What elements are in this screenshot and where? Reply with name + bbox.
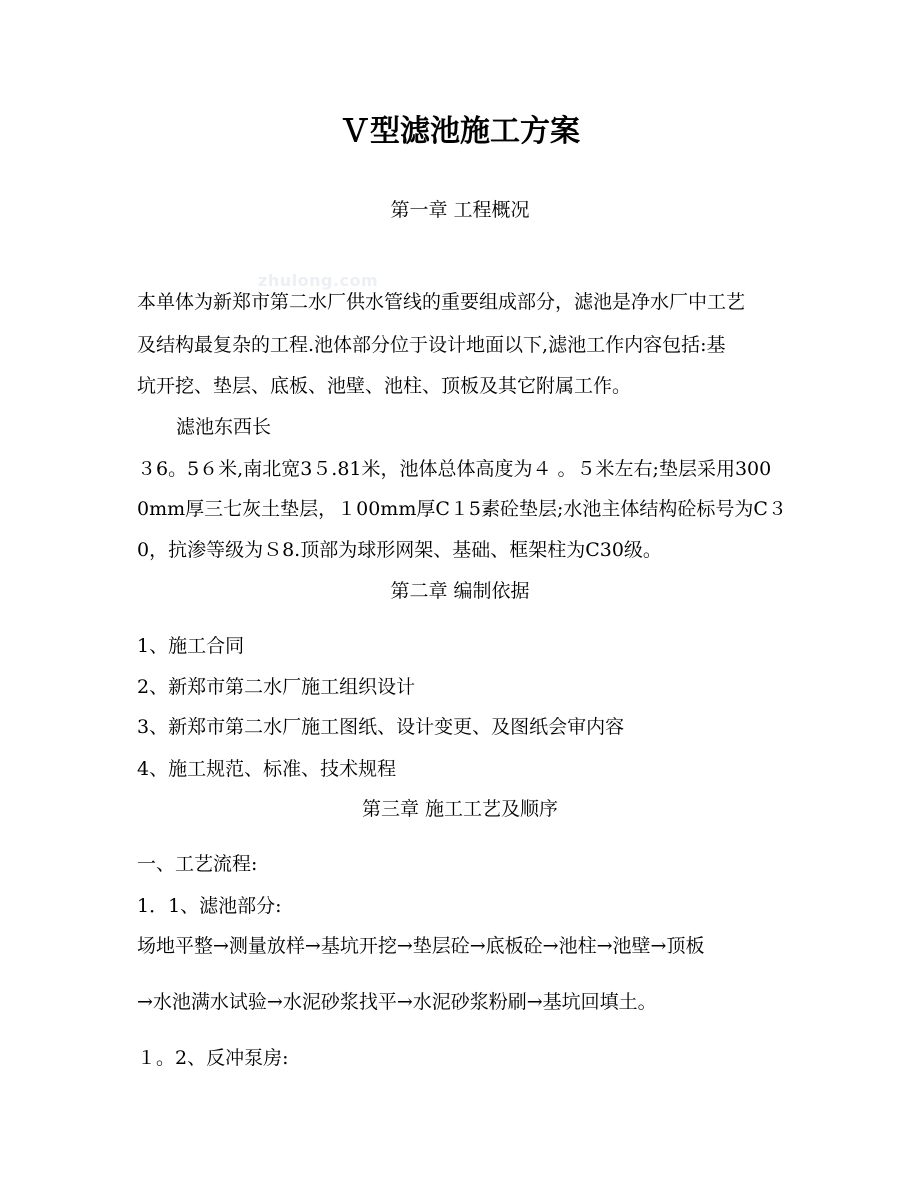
- chapter-1-para2-line: 0mm厚三七灰土垫层，１00mm厚C１5素砼垫层;水池主体结构砼标号为C３: [137, 498, 787, 520]
- chapter-1-para-line: 坑开挖、垫层、底板、池壁、池柱、顶板及其它附属工作。: [137, 375, 632, 397]
- chapter-3-heading: 第三章 施工工艺及顺序: [361, 798, 559, 820]
- chapter-1-para2-line: 滤池东西长: [176, 416, 272, 438]
- chapter-2-heading: 第二章 编制依据: [390, 580, 530, 602]
- subsection-heading: 1．1、滤池部分:: [137, 895, 282, 917]
- watermark: zhulong.com: [258, 271, 379, 290]
- chapter-1-heading: 第一章 工程概况: [390, 199, 530, 221]
- subsection-heading: １。2、反冲泵房:: [137, 1047, 289, 1069]
- list-item: 1、施工合同: [137, 635, 245, 657]
- list-item: 3、新郑市第二水厂施工图纸、设计变更、及图纸会审内容: [137, 716, 625, 738]
- section-heading: 一、工艺流程:: [137, 853, 258, 875]
- process-flow-line: 场地平整→测量放样→基坑开挖→垫层砼→底板砼→池柱→池壁→顶板: [137, 935, 705, 957]
- chapter-1-para2-line: ３6。5６米,南北宽3５.81米，池体总体高度为４ 。５米左右;垫层采用300: [137, 458, 772, 480]
- list-item: 2、新郑市第二水厂施工组织设计: [137, 676, 416, 698]
- process-flow-line: →水池满水试验→水泥砂浆找平→水泥砂浆粉刷→基坑回填土。: [137, 991, 657, 1013]
- chapter-1-para-line: 本单体为新郑市第二水厂供水管线的重要组成部分，滤池是净水厂中工艺: [137, 291, 746, 313]
- document-title: Ｖ型滤池施工方案: [340, 114, 580, 149]
- list-item: 4、施工规范、标准、技术规程: [137, 758, 397, 780]
- chapter-1-para2-line: 0，抗渗等级为Ｓ8.顶部为球形网架、基础、框架柱为C30级。: [137, 539, 662, 561]
- chapter-1-para-line: 及结构最复杂的工程.池体部分位于设计地面以下,滤池工作内容包括:基: [137, 334, 726, 356]
